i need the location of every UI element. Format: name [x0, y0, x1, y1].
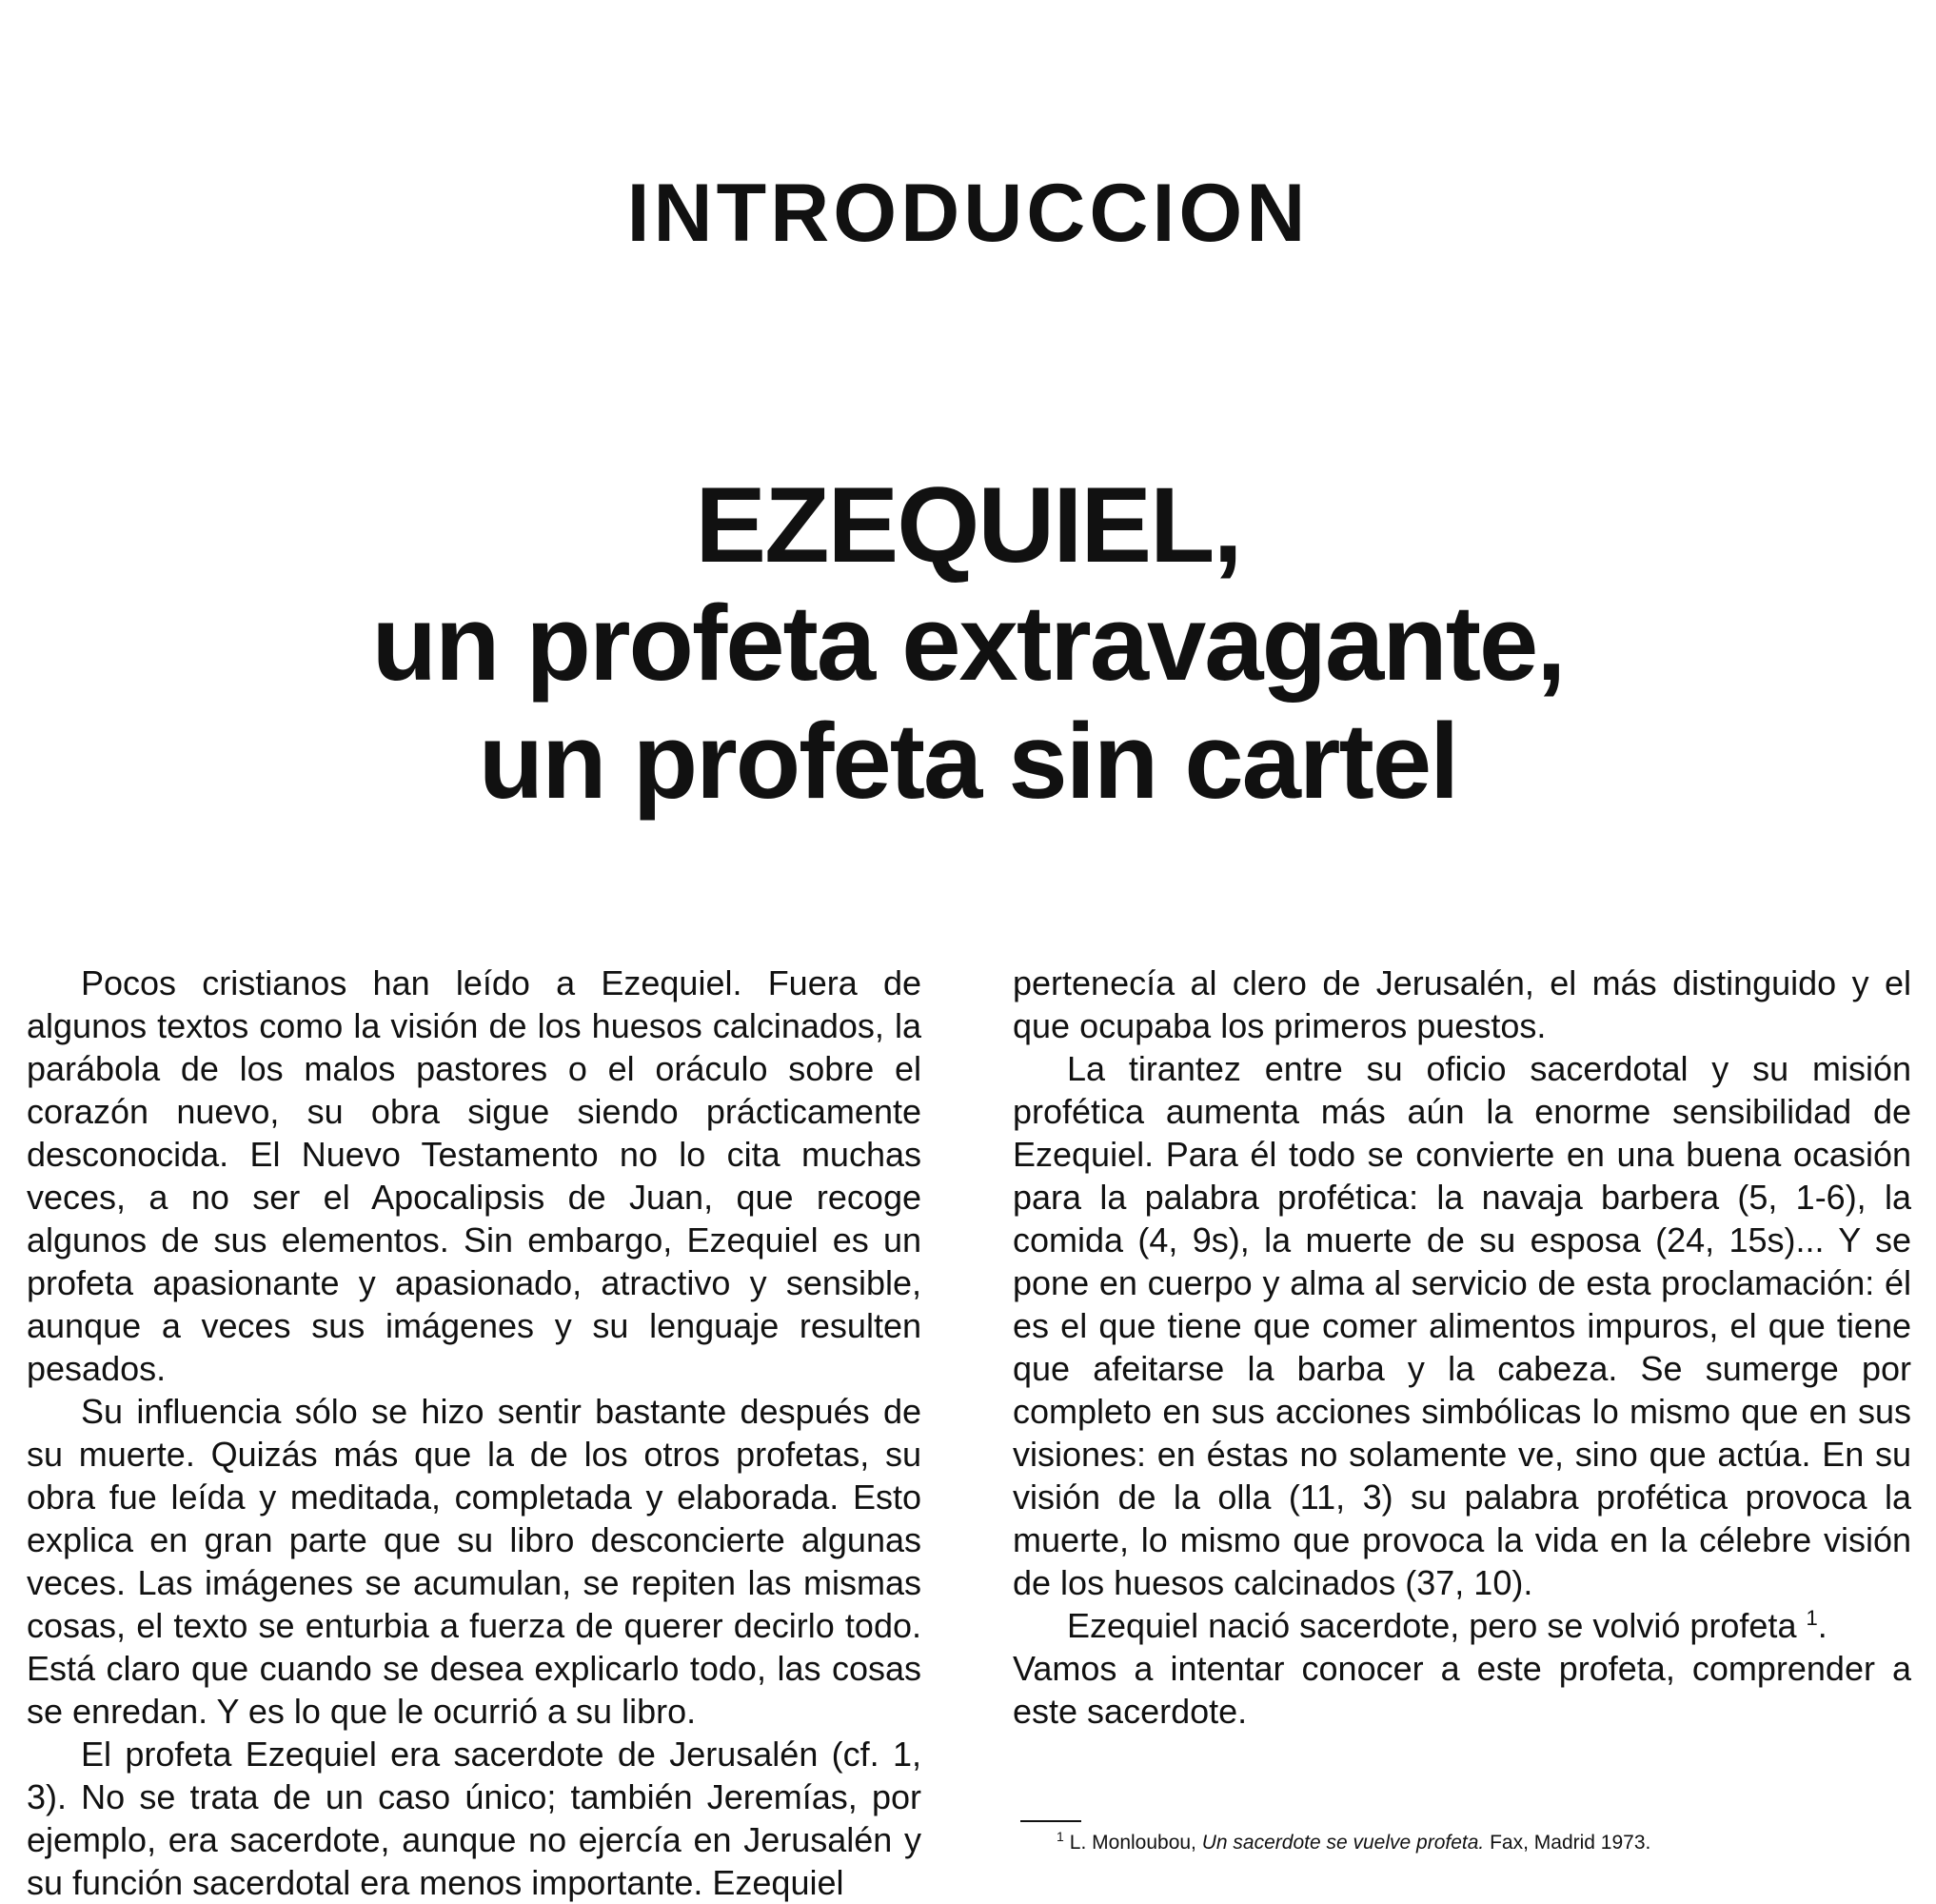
- footnote-publisher: Fax, Madrid 1973.: [1490, 1832, 1651, 1854]
- title-line-2: un profeta extravagante,: [371, 584, 1565, 703]
- footnote-reference[interactable]: 1: [1806, 1606, 1818, 1630]
- footnote-divider: [1020, 1820, 1081, 1822]
- footnote-number: 1: [1057, 1829, 1064, 1844]
- section-label: INTRODUCCION: [626, 168, 1310, 259]
- paragraph-continuation: pertenecía al clero de Jerusalén, el más distinguido y el que ocupaba los primeros puestos.: [1013, 963, 1911, 1045]
- footnote: [1057, 1830, 1650, 1856]
- paragraph: Pocos cristianos han leído a Ezequiel. Fuera de algunos textos como la visión de los huesos calcinados, la parábola de los malos pastores o el oráculo sobre el corazón nuevo, su obra sigue siendo prácticamente desconocida. El Nuevo Testamento no lo cita muchas veces, a no ser el Apocalipsis de Juan, que recoge algunos de sus elementos. Sin embargo, Ezequiel es un profeta apasionante y apasionado, atractivo y sensible, aunque a veces sus imágenes y su lenguaje resulten pesados.: [27, 963, 921, 1388]
- left-column: [27, 962, 921, 1904]
- footnote-author: L. Monloubou,: [1069, 1832, 1196, 1854]
- paragraph: El profeta Ezequiel era sacerdote de Jerusalén (cf. 1, 3). No se trata de un caso único; también Jeremías, por ejemplo, era sacerdote, aunque no ejercía en Jerusalén y su función sacerdotal era menos importante. Ezequiel: [27, 1735, 921, 1902]
- footnote-book-title: Un sacerdote se vuelve profeta.: [1201, 1832, 1485, 1854]
- paragraph: La tirantez entre su oficio sacerdotal y su misión profética aumenta más aún la enorme sensibilidad de Ezequiel. Para él todo se convierte en una buena ocasión para la palabra profética: la navaja barbera (5, 1-6), la comida (4, 9s), la muerte de su esposa (24, 15s)... Y se pone en cuerpo y alma al servicio de esta proclamación: él es el que tiene que comer alimentos impuros, el que tiene que afeitarse la barba y la cabeza. Se sumerge por completo en sus acciones simbólicas lo mismo que en sus visiones: en éstas no solamente ve, sino que actúa. En su visión de la olla (11, 3) su palabra profética provoca la muerte, lo mismo que provoca la vida en la célebre visión de los huesos calcinados (37, 10).: [1013, 1049, 1911, 1602]
- paragraph: Su influencia sólo se hizo sentir bastante después de su muerte. Quizás más que la de los otros profetas, su obra fue leída y meditada, completada y elaborada. Esto explica en gran parte que su libro desconcierte algunas veces. Las imágenes se acumulan, se repiten las mismas cosas, el texto se enturbia a fuerza de querer decirlo todo. Está claro que cuando se desea explicarlo todo, las cosas se enredan. Y es lo que le ocurrió a su libro.: [27, 1392, 921, 1731]
- paragraph-text-tail: .: [1817, 1606, 1827, 1645]
- page-title: [0, 466, 1936, 821]
- paragraph: [1013, 1604, 1911, 1647]
- paragraph-text: Ezequiel nació sacerdote, pero se volvió profeta: [1067, 1606, 1797, 1645]
- paragraph: Vamos a intentar conocer a este profeta, comprender a este sacerdote.: [1013, 1649, 1911, 1731]
- right-column: [1013, 962, 1911, 1733]
- title-line-1: EZEQUIEL,: [695, 466, 1241, 585]
- title-line-3: un profeta sin cartel: [478, 702, 1458, 821]
